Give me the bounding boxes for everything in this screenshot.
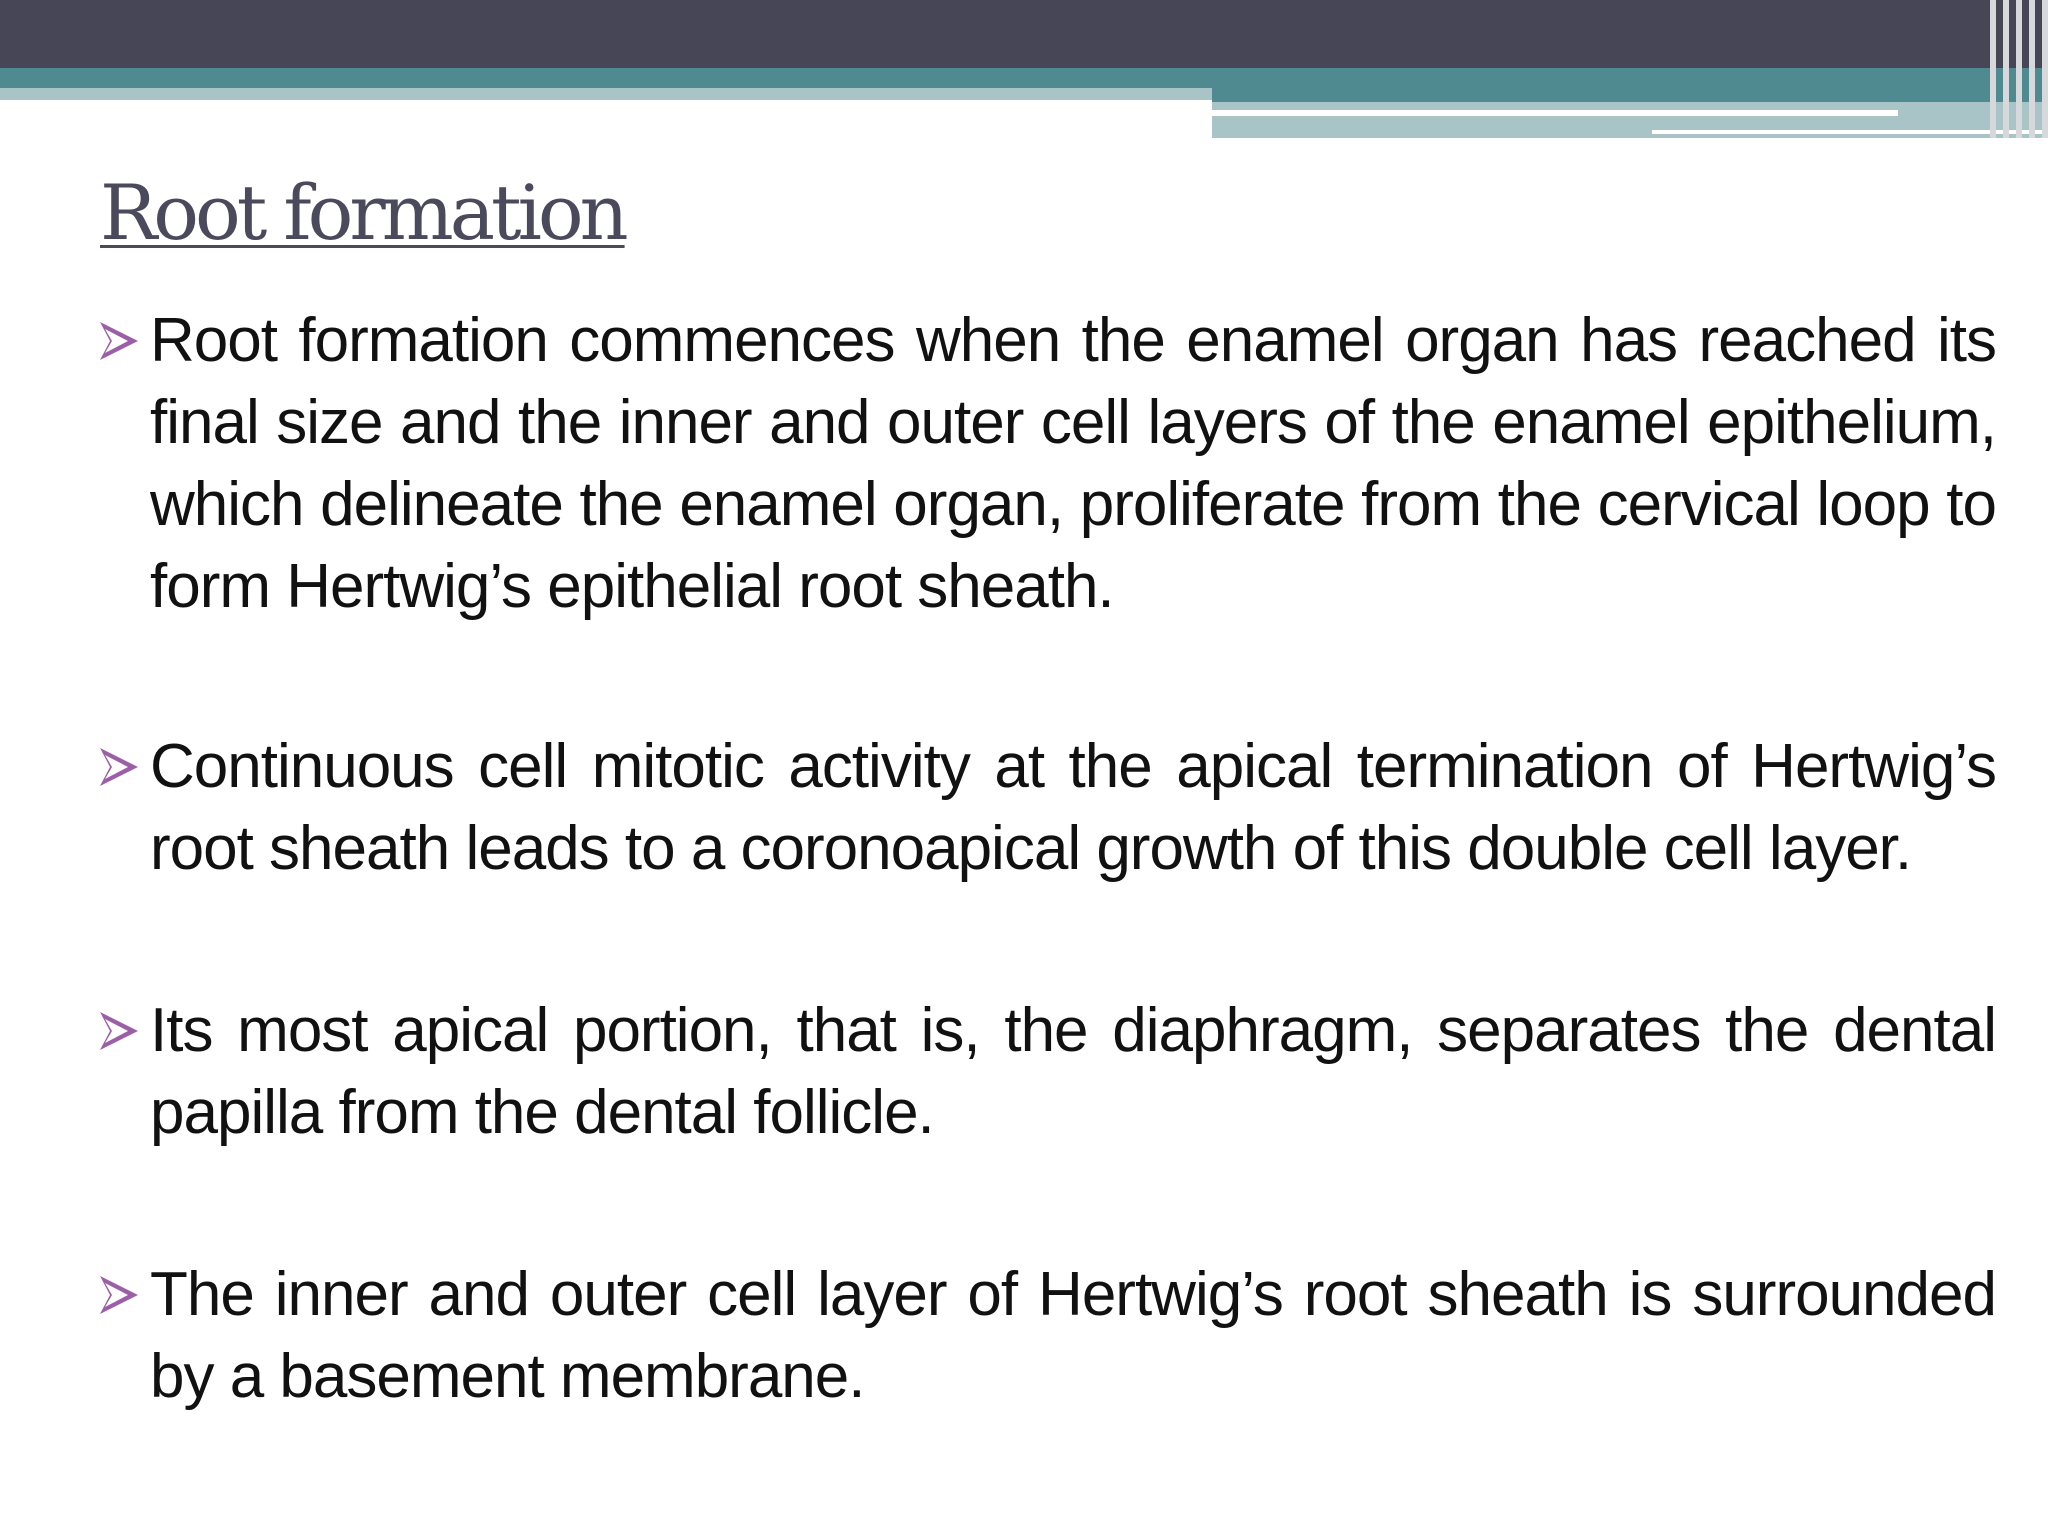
bullet-item bbox=[96, 726, 1996, 890]
bullet-text: Continuous cell mitotic activity at the apical termination of Hertwig’s root sheath leads to a coronoapical growth of this double cell layer. bbox=[150, 732, 1996, 883]
header-line-secondary bbox=[1652, 130, 2048, 134]
header-band-light-left bbox=[0, 88, 1212, 100]
bullet-text: Its most apical portion, that is, the diaphragm, separates the dental papilla from the dental follicle. bbox=[150, 996, 1996, 1147]
bullet-item bbox=[96, 1254, 1996, 1418]
arrow-bullet-icon bbox=[96, 300, 150, 382]
arrow-bullet-icon bbox=[96, 1254, 150, 1336]
header-line bbox=[1212, 110, 1898, 116]
bullet-list bbox=[96, 300, 1996, 1418]
bullet-text: Root formation commences when the enamel organ has reached its final size and the inner and outer cell layers of the enamel epithelium, which delineate the enamel organ, proliferate from the cervical loop to form Hertwig’s epithelial root sheath. bbox=[150, 306, 1996, 621]
bullet-item bbox=[96, 300, 1996, 628]
bullet-item bbox=[96, 990, 1996, 1154]
bullet-text: The inner and outer cell layer of Hertwig’s root sheath is surrounded by a basement membrane. bbox=[150, 1260, 1996, 1411]
arrow-bullet-icon bbox=[96, 726, 150, 808]
header-stripes bbox=[1990, 0, 2048, 138]
slide-title: Root formation bbox=[100, 168, 625, 257]
header-band-right-teal bbox=[1212, 88, 2048, 102]
header-band-dark bbox=[0, 0, 2048, 68]
arrow-bullet-icon bbox=[96, 990, 150, 1072]
header-band-teal bbox=[0, 68, 2048, 88]
